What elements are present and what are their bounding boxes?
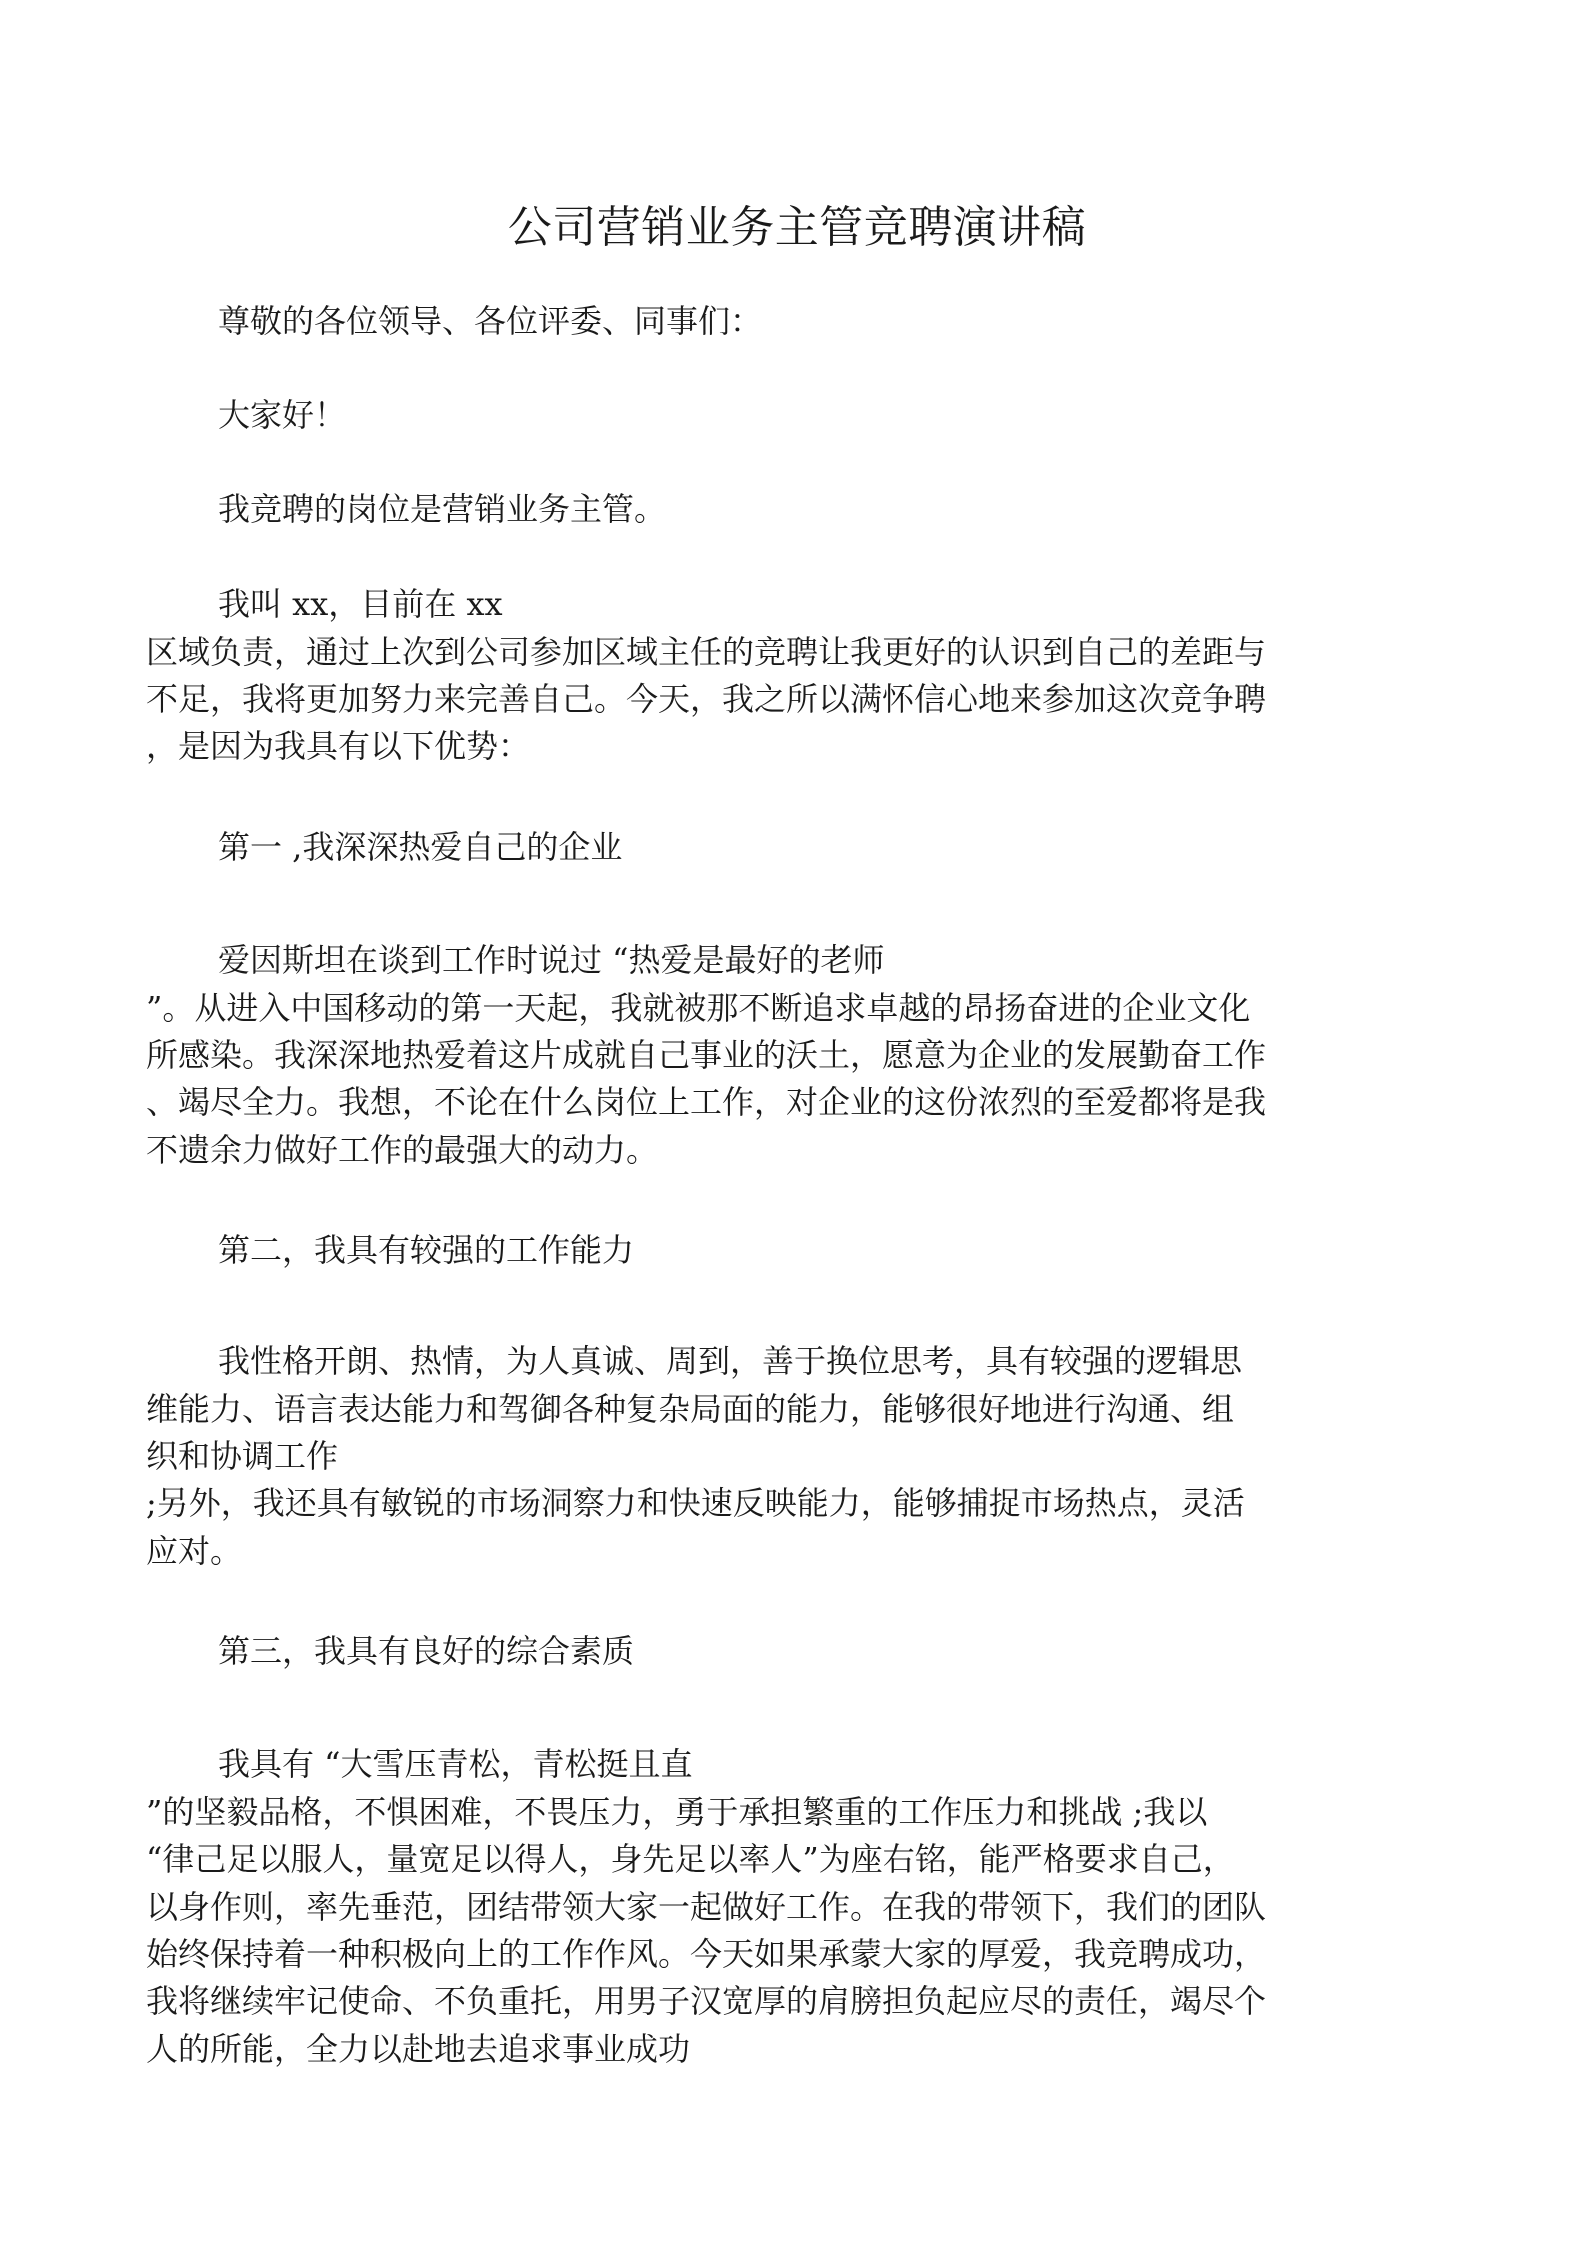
paragraph-line: 始终保持着一种积极向上的工作作风。今天如果承蒙大家的厚爱，我竞聘成功， [146, 1935, 1267, 1973]
paragraph-line: 不足，我将更加努力来完善自己。今天，我之所以满怀信心地来参加这次竞争聘 [146, 680, 1267, 718]
paragraph-line: 我将继续牢记使命、不负重托，用男子汉宽厚的肩膀担负起应尽的责任，竭尽个 [146, 1982, 1267, 2020]
paragraph-line: 所感染。我深深地热爱着这片成就自己事业的沃土，愿意为企业的发展勤奋工作 [146, 1036, 1267, 1074]
paragraph-line: 不遗余力做好工作的最强大的动力。 [146, 1131, 659, 1169]
section-heading: 第三，我具有良好的综合素质 [218, 1632, 635, 1670]
paragraph-line: 尊敬的各位领导、各位评委、同事们： [218, 302, 763, 340]
paragraph-line: 以身作则，率先垂范，团结带领大家一起做好工作。在我的带领下，我们的团队 [146, 1888, 1267, 1926]
paragraph-line: 我性格开朗、热情，为人真诚、周到，善于换位思考，具有较强的逻辑思 [218, 1342, 1243, 1380]
paragraph-line: 人的所能，全力以赴地去追求事业成功 [146, 2030, 691, 2068]
paragraph-line: “律己足以服人，量宽足以得人，身先足以率人”为座右铭，能严格要求自己， [146, 1840, 1235, 1878]
section-heading: 第二，我具有较强的工作能力 [218, 1231, 635, 1269]
paragraph-line: 织和协调工作 [146, 1437, 339, 1475]
paragraph-line: 应对。 [146, 1532, 243, 1570]
paragraph-line: ”的坚毅品格，不惧困难，不畏压力，勇于承担繁重的工作压力和挑战 ;我以 [146, 1793, 1208, 1831]
paragraph-line: ”。从进入中国移动的第一天起，我就被那不断追求卓越的昂扬奋进的企业文化 [146, 989, 1251, 1027]
paragraph-line: 爱因斯坦在谈到工作时说过 “热爱是最好的老师 [218, 941, 885, 979]
paragraph-line: 我具有 “大雪压青松，青松挺且直 [218, 1745, 693, 1783]
paragraph-line: ;另外，我还具有敏锐的市场洞察力和快速反映能力，能够捕捉市场热点，灵活 [146, 1484, 1245, 1522]
paragraph-line: 区域负责，通过上次到公司参加区域主任的竞聘让我更好的认识到自己的差距与 [146, 633, 1267, 671]
paragraph-line: 维能力、语言表达能力和驾御各种复杂局面的能力，能够很好地进行沟通、组 [146, 1390, 1235, 1428]
paragraph-line: 、竭尽全力。我想，不论在什么岗位上工作，对企业的这份浓烈的至爱都将是我 [146, 1083, 1267, 1121]
document-title: 公司营销业务主管竞聘演讲稿 [507, 202, 1087, 253]
section-heading: 第一 ,我深深热爱自己的企业 [218, 828, 623, 866]
paragraph-line: 大家好！ [218, 396, 347, 434]
paragraph-line: 我叫 xx，目前在 xx [218, 585, 503, 623]
paragraph-line: 我竞聘的岗位是营销业务主管。 [218, 490, 667, 528]
paragraph-line: ，是因为我具有以下优势： [146, 727, 531, 765]
